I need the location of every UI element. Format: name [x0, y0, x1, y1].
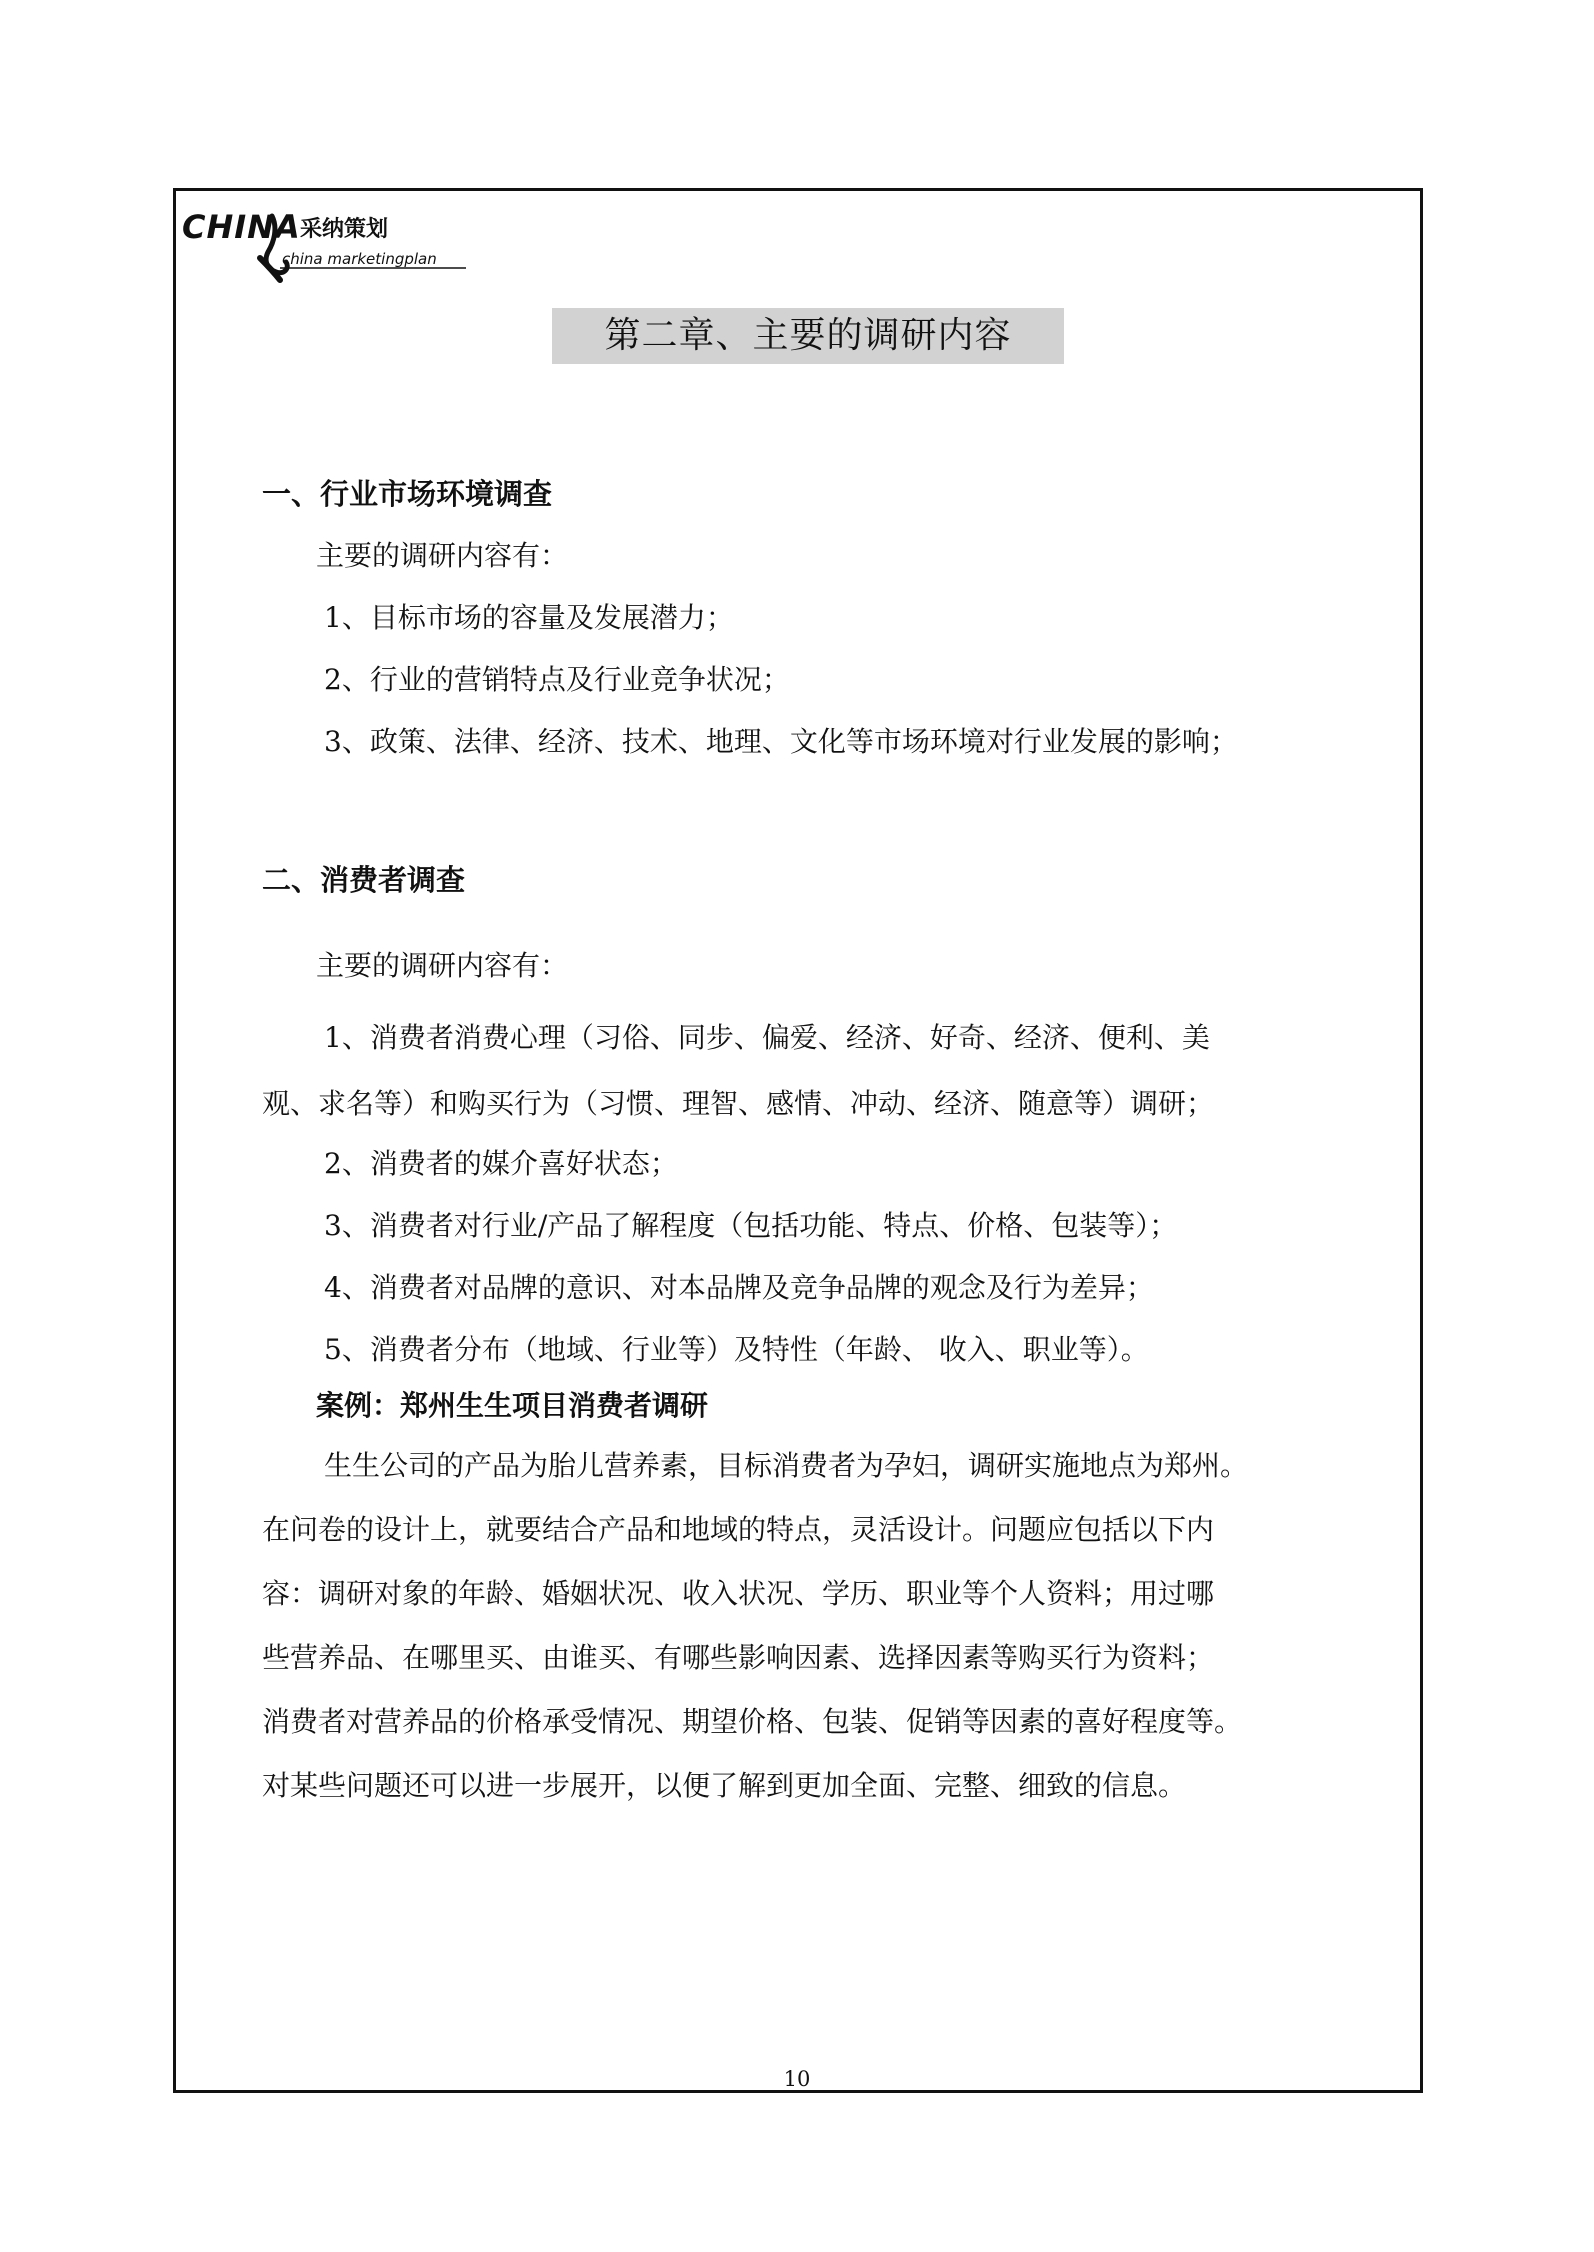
- case-paragraph-line: 在问卷的设计上，就要结合产品和地域的特点，灵活设计。问题应包括以下内: [262, 1513, 1215, 1546]
- case-paragraph-line: 些营养品、在哪里买、由谁买、有哪些影响因素、选择因素等购买行为资料；: [262, 1641, 1215, 1674]
- svg-text:CHINA: CHINA: [182, 208, 301, 246]
- section-heading-consumer: 二、消费者调查: [262, 863, 466, 897]
- list-item-continuation: 观、求名等）和购买行为（习惯、理智、感情、冲动、经济、随意等）调研；: [262, 1087, 1215, 1120]
- list-item: 1、目标市场的容量及发展潜力；: [324, 601, 734, 634]
- case-paragraph-line: 对某些问题还可以进一步展开，以便了解到更加全面、完整、细致的信息。: [262, 1769, 1187, 1802]
- list-item: 4、消费者对品牌的意识、对本品牌及竞争品牌的观念及行为差异；: [324, 1271, 1154, 1304]
- logo-graphic: [180, 198, 480, 293]
- svg-text:采纳策划: 采纳策划: [300, 216, 389, 242]
- section-heading-industry: 一、行业市场环境调查: [262, 477, 553, 511]
- case-paragraph-line: 消费者对营养品的价格承受情况、期望价格、包装、促销等因素的喜好程度等。: [262, 1705, 1243, 1738]
- list-item: 2、行业的营销特点及行业竞争状况；: [324, 663, 790, 696]
- section-intro: 主要的调研内容有：: [316, 949, 569, 982]
- page-number: 10: [783, 2067, 811, 2091]
- list-item: 5、消费者分布（地域、行业等）及特性（年龄、 收入、职业等）。: [324, 1333, 1149, 1366]
- case-title: 案例：郑州生生项目消费者调研: [316, 1389, 709, 1422]
- chapter-title: 第二章、主要的调研内容: [552, 308, 1064, 364]
- company-logo: [180, 198, 480, 293]
- section-intro: 主要的调研内容有：: [316, 539, 569, 572]
- list-item: 1、消费者消费心理（习俗、同步、偏爱、经济、好奇、经济、便利、美: [324, 1021, 1210, 1054]
- case-paragraph-line: 容：调研对象的年龄、婚姻状况、收入状况、学历、职业等个人资料；用过哪: [262, 1577, 1215, 1610]
- svg-text:china marketingplan: china marketingplan: [282, 250, 437, 268]
- list-item: 3、消费者对行业/产品了解程度（包括功能、特点、价格、包装等）；: [324, 1209, 1178, 1242]
- list-item: 3、政策、法律、经济、技术、地理、文化等市场环境对行业发展的影响；: [324, 725, 1238, 758]
- case-paragraph-line: 生生公司的产品为胎儿营养素，目标消费者为孕妇，调研实施地点为郑州。: [324, 1449, 1249, 1482]
- list-item: 2、消费者的媒介喜好状态；: [324, 1147, 678, 1180]
